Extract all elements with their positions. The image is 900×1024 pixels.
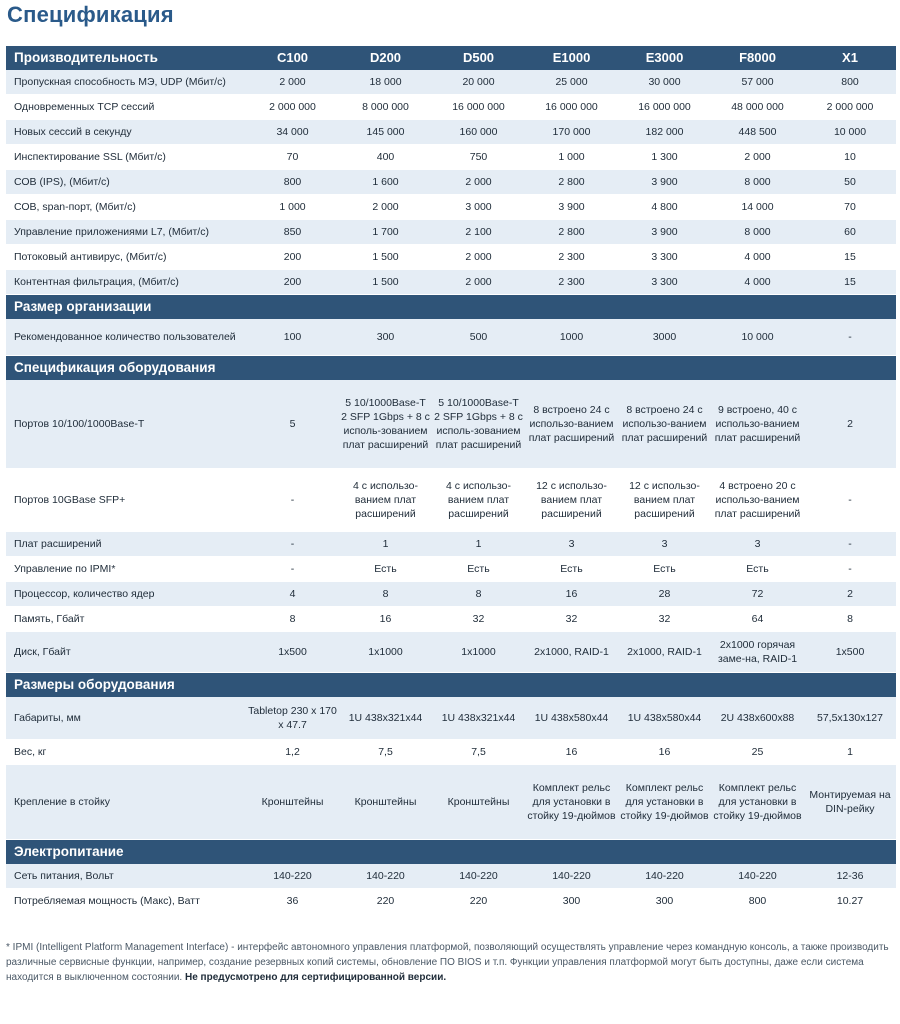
section-header <box>6 673 896 698</box>
cell-value: 2U 438x600x88 <box>711 697 804 740</box>
row-label: СОВ, span-порт, (Мбит/с) <box>6 195 246 220</box>
cell-value: 1 300 <box>618 145 711 170</box>
cell-value: 2 800 <box>525 170 618 195</box>
cell-value: 57 000 <box>711 70 804 95</box>
cell-value: 1000 <box>525 319 618 356</box>
table-row <box>6 582 896 607</box>
cell-value: 1U 438x580x44 <box>525 697 618 740</box>
table-row <box>6 319 896 356</box>
row-label: СОВ (IPS), (Мбит/с) <box>6 170 246 195</box>
cell-value: 4 <box>246 582 339 607</box>
cell-value: 10 000 <box>711 319 804 356</box>
cell-value: 16 <box>339 607 432 632</box>
cell-value: 5 10/1000Base-T 2 SFP 1Gbps + 8 с исполь-зованием плат расширений <box>339 380 432 469</box>
cell-value: 8 <box>339 582 432 607</box>
cell-value: 800 <box>711 889 804 914</box>
cell-value: 140-220 <box>711 864 804 889</box>
cell-value: 2 000 <box>711 145 804 170</box>
cell-value: 12 с использо-ванием плат расширений <box>618 469 711 532</box>
cell-value: 4 встроено 20 с использо-ванием плат расширений <box>711 469 804 532</box>
cell-value: 72 <box>711 582 804 607</box>
cell-value: 1 <box>432 532 525 557</box>
table-row <box>6 765 896 840</box>
row-label: Габариты, мм <box>6 697 246 740</box>
cell-value: 30 000 <box>618 70 711 95</box>
cell-value: 140-220 <box>618 864 711 889</box>
section-header <box>6 46 896 70</box>
cell-value: - <box>804 532 896 557</box>
cell-value: 2 000 <box>432 270 525 295</box>
cell-value: 18 000 <box>339 70 432 95</box>
column-header-d200: D200 <box>339 46 432 70</box>
table-row <box>6 557 896 582</box>
cell-value: 1 <box>804 740 896 765</box>
table-row <box>6 889 896 914</box>
cell-value: 16 <box>618 740 711 765</box>
column-header-x1: X1 <box>804 46 896 70</box>
cell-value: 2 <box>804 582 896 607</box>
row-label: Вес, кг <box>6 740 246 765</box>
row-label: Новых сессий в секунду <box>6 120 246 145</box>
cell-value: 1 600 <box>339 170 432 195</box>
cell-value: 7,5 <box>339 740 432 765</box>
cell-value: 1U 438x321x44 <box>432 697 525 740</box>
footnote-bold: Не предусмотрено для сертифицированной версии. <box>185 972 447 983</box>
cell-value: 200 <box>246 245 339 270</box>
row-label: Крепление в стойку <box>6 765 246 840</box>
cell-value: 15 <box>804 270 896 295</box>
cell-value: Кронштейны <box>339 765 432 840</box>
cell-value: 3 <box>525 532 618 557</box>
cell-value: 1x1000 <box>432 632 525 673</box>
cell-value: 1U 438x580x44 <box>618 697 711 740</box>
cell-value: 400 <box>339 145 432 170</box>
row-label: Диск, Гбайт <box>6 632 246 673</box>
cell-value: 1 500 <box>339 245 432 270</box>
cell-value: 2x1000, RAID-1 <box>618 632 711 673</box>
cell-value: 1x1000 <box>339 632 432 673</box>
cell-value: 750 <box>432 145 525 170</box>
cell-value: 36 <box>246 889 339 914</box>
cell-value: 64 <box>711 607 804 632</box>
cell-value: 140-220 <box>339 864 432 889</box>
table-row <box>6 120 896 145</box>
cell-value: 220 <box>339 889 432 914</box>
cell-value: 7,5 <box>432 740 525 765</box>
section-title: Размеры оборудования <box>6 673 896 698</box>
column-header-e3000: E3000 <box>618 46 711 70</box>
table-row <box>6 170 896 195</box>
cell-value: 2 000 <box>246 70 339 95</box>
table-row <box>6 145 896 170</box>
cell-value: 3 900 <box>525 195 618 220</box>
cell-value: 16 000 000 <box>432 95 525 120</box>
cell-value: 20 000 <box>432 70 525 95</box>
cell-value: 15 <box>804 245 896 270</box>
row-label: Потоковый антивирус, (Мбит/с) <box>6 245 246 270</box>
cell-value: 300 <box>339 319 432 356</box>
cell-value: 12 с использо-ванием плат расширений <box>525 469 618 532</box>
row-label: Рекомендованное количество пользователей <box>6 319 246 356</box>
cell-value: - <box>804 319 896 356</box>
cell-value: 8 встроено 24 с использо-ванием плат расширений <box>525 380 618 469</box>
cell-value: - <box>246 532 339 557</box>
cell-value: 448 500 <box>711 120 804 145</box>
cell-value: 1 <box>339 532 432 557</box>
table-row <box>6 220 896 245</box>
cell-value: 10 <box>804 145 896 170</box>
cell-value: 25 <box>711 740 804 765</box>
cell-value: 1U 438x321x44 <box>339 697 432 740</box>
cell-value: 2x1000, RAID-1 <box>525 632 618 673</box>
cell-value: 32 <box>432 607 525 632</box>
cell-value: 800 <box>246 170 339 195</box>
row-label: Портов 10/100/1000Base-T <box>6 380 246 469</box>
cell-value: - <box>804 557 896 582</box>
cell-value: 34 000 <box>246 120 339 145</box>
cell-value: 9 встроено, 40 с использо-ванием плат расширений <box>711 380 804 469</box>
cell-value: 850 <box>246 220 339 245</box>
row-label: Контентная фильтрация, (Мбит/с) <box>6 270 246 295</box>
cell-value: 1,2 <box>246 740 339 765</box>
cell-value: 70 <box>246 145 339 170</box>
cell-value: 10.27 <box>804 889 896 914</box>
cell-value: 8 <box>246 607 339 632</box>
cell-value: 14 000 <box>711 195 804 220</box>
table-row <box>6 245 896 270</box>
table-row <box>6 632 896 673</box>
row-label: Процессор, количество ядер <box>6 582 246 607</box>
cell-value: 140-220 <box>246 864 339 889</box>
cell-value: Монтируемая на DIN-рейку <box>804 765 896 840</box>
table-row <box>6 270 896 295</box>
cell-value: Комплект рельс для установки в стойку 19-дюймов <box>711 765 804 840</box>
cell-value: 70 <box>804 195 896 220</box>
row-label: Потребляемая мощность (Макс), Ватт <box>6 889 246 914</box>
cell-value: 2 800 <box>525 220 618 245</box>
cell-value: 145 000 <box>339 120 432 145</box>
cell-value: Комплект рельс для установки в стойку 19-дюймов <box>618 765 711 840</box>
cell-value: 300 <box>618 889 711 914</box>
cell-value: 1x500 <box>246 632 339 673</box>
column-header-d500: D500 <box>432 46 525 70</box>
cell-value: 2 000 <box>432 170 525 195</box>
row-label: Одновременных TCP сессий <box>6 95 246 120</box>
cell-value: 12-36 <box>804 864 896 889</box>
cell-value: 220 <box>432 889 525 914</box>
cell-value: 2x1000 горячая заме-на, RAID-1 <box>711 632 804 673</box>
section-header <box>6 840 896 865</box>
table-row <box>6 532 896 557</box>
cell-value: Tabletop 230 x 170 x 47.7 <box>246 697 339 740</box>
cell-value: 170 000 <box>525 120 618 145</box>
cell-value: 32 <box>525 607 618 632</box>
cell-value: Кронштейны <box>246 765 339 840</box>
page-title: Спецификация <box>7 2 174 27</box>
cell-value: 8 000 <box>711 170 804 195</box>
table-row <box>6 697 896 740</box>
cell-value: Есть <box>432 557 525 582</box>
cell-value: 8 встроено 24 с использо-ванием плат расширений <box>618 380 711 469</box>
cell-value: 25 000 <box>525 70 618 95</box>
cell-value: 48 000 000 <box>711 95 804 120</box>
table-row <box>6 469 896 532</box>
cell-value: 4 000 <box>711 270 804 295</box>
cell-value: Есть <box>525 557 618 582</box>
cell-value: 1 700 <box>339 220 432 245</box>
cell-value: 3000 <box>618 319 711 356</box>
section-title: Производительность <box>6 46 246 70</box>
cell-value: 3 <box>618 532 711 557</box>
cell-value: 1x500 <box>804 632 896 673</box>
table-row <box>6 740 896 765</box>
cell-value: 2 <box>804 380 896 469</box>
cell-value: 32 <box>618 607 711 632</box>
cell-value: - <box>246 469 339 532</box>
row-label: Память, Гбайт <box>6 607 246 632</box>
footnote <box>6 940 892 985</box>
cell-value: - <box>246 557 339 582</box>
table-row <box>6 607 896 632</box>
row-label: Сеть питания, Вольт <box>6 864 246 889</box>
cell-value: 800 <box>804 70 896 95</box>
cell-value: 4 с использо-ванием плат расширений <box>432 469 525 532</box>
cell-value: 140-220 <box>432 864 525 889</box>
cell-value: 8 <box>804 607 896 632</box>
cell-value: 16 <box>525 582 618 607</box>
cell-value: 10 000 <box>804 120 896 145</box>
cell-value: 2 000 000 <box>246 95 339 120</box>
table-row <box>6 195 896 220</box>
row-label: Пропускная способность МЭ, UDP (Мбит/с) <box>6 70 246 95</box>
cell-value: 4 800 <box>618 195 711 220</box>
cell-value: Есть <box>339 557 432 582</box>
cell-value: 160 000 <box>432 120 525 145</box>
cell-value: 140-220 <box>525 864 618 889</box>
section-title: Спецификация оборудования <box>6 356 896 381</box>
table-row <box>6 864 896 889</box>
cell-value: 200 <box>246 270 339 295</box>
cell-value: 8 <box>432 582 525 607</box>
cell-value: 3 300 <box>618 245 711 270</box>
cell-value: 3 <box>711 532 804 557</box>
cell-value: 2 300 <box>525 245 618 270</box>
cell-value: 1 500 <box>339 270 432 295</box>
cell-value: 8 000 <box>711 220 804 245</box>
cell-value: 5 <box>246 380 339 469</box>
cell-value: Есть <box>711 557 804 582</box>
cell-value: 16 <box>525 740 618 765</box>
cell-value: 2 000 000 <box>804 95 896 120</box>
cell-value: 100 <box>246 319 339 356</box>
cell-value: 4 000 <box>711 245 804 270</box>
cell-value: 182 000 <box>618 120 711 145</box>
row-label: Плат расширений <box>6 532 246 557</box>
spec-table <box>6 46 896 914</box>
cell-value: 3 900 <box>618 170 711 195</box>
table-row <box>6 70 896 95</box>
cell-value: 50 <box>804 170 896 195</box>
column-header-f8000: F8000 <box>711 46 804 70</box>
cell-value: 1 000 <box>525 145 618 170</box>
row-label: Управление по IPMI* <box>6 557 246 582</box>
cell-value: 3 900 <box>618 220 711 245</box>
cell-value: - <box>804 469 896 532</box>
cell-value: 3 000 <box>432 195 525 220</box>
cell-value: 16 000 000 <box>525 95 618 120</box>
row-label: Управление приложениями L7, (Мбит/с) <box>6 220 246 245</box>
cell-value: 3 300 <box>618 270 711 295</box>
cell-value: 8 000 000 <box>339 95 432 120</box>
section-title: Электропитание <box>6 840 896 865</box>
cell-value: Есть <box>618 557 711 582</box>
table-row <box>6 380 896 469</box>
cell-value: 4 с использо-ванием плат расширений <box>339 469 432 532</box>
cell-value: 28 <box>618 582 711 607</box>
section-title: Размер организации <box>6 295 896 320</box>
section-header <box>6 356 896 381</box>
cell-value: 300 <box>525 889 618 914</box>
cell-value: 5 10/1000Base-T 2 SFP 1Gbps + 8 с исполь-зованием плат расширений <box>432 380 525 469</box>
row-label: Инспектирование SSL (Мбит/с) <box>6 145 246 170</box>
cell-value: 16 000 000 <box>618 95 711 120</box>
column-header-e1000: E1000 <box>525 46 618 70</box>
column-header-c100: C100 <box>246 46 339 70</box>
cell-value: 1 000 <box>246 195 339 220</box>
cell-value: 60 <box>804 220 896 245</box>
section-header <box>6 295 896 320</box>
cell-value: 2 300 <box>525 270 618 295</box>
footnote-text: * IPMI (Intelligent Platform Management Interface) - интерфейс автономного управления платформой, позволяющий осуществлять управление через командную консоль, а также производить различные сервисные функции, например, создание резервных копий системы, обновление ПО BIOS и т.п. Функции управления платформой могут быть доступны, даже если система находится в выключенном состоянии. <box>6 942 889 983</box>
cell-value: 500 <box>432 319 525 356</box>
cell-value: Комплект рельс для установки в стойку 19-дюймов <box>525 765 618 840</box>
table-row <box>6 95 896 120</box>
cell-value: Кронштейны <box>432 765 525 840</box>
cell-value: 57,5x130x127 <box>804 697 896 740</box>
cell-value: 2 100 <box>432 220 525 245</box>
row-label: Портов 10GBase SFP+ <box>6 469 246 532</box>
cell-value: 2 000 <box>432 245 525 270</box>
cell-value: 2 000 <box>339 195 432 220</box>
